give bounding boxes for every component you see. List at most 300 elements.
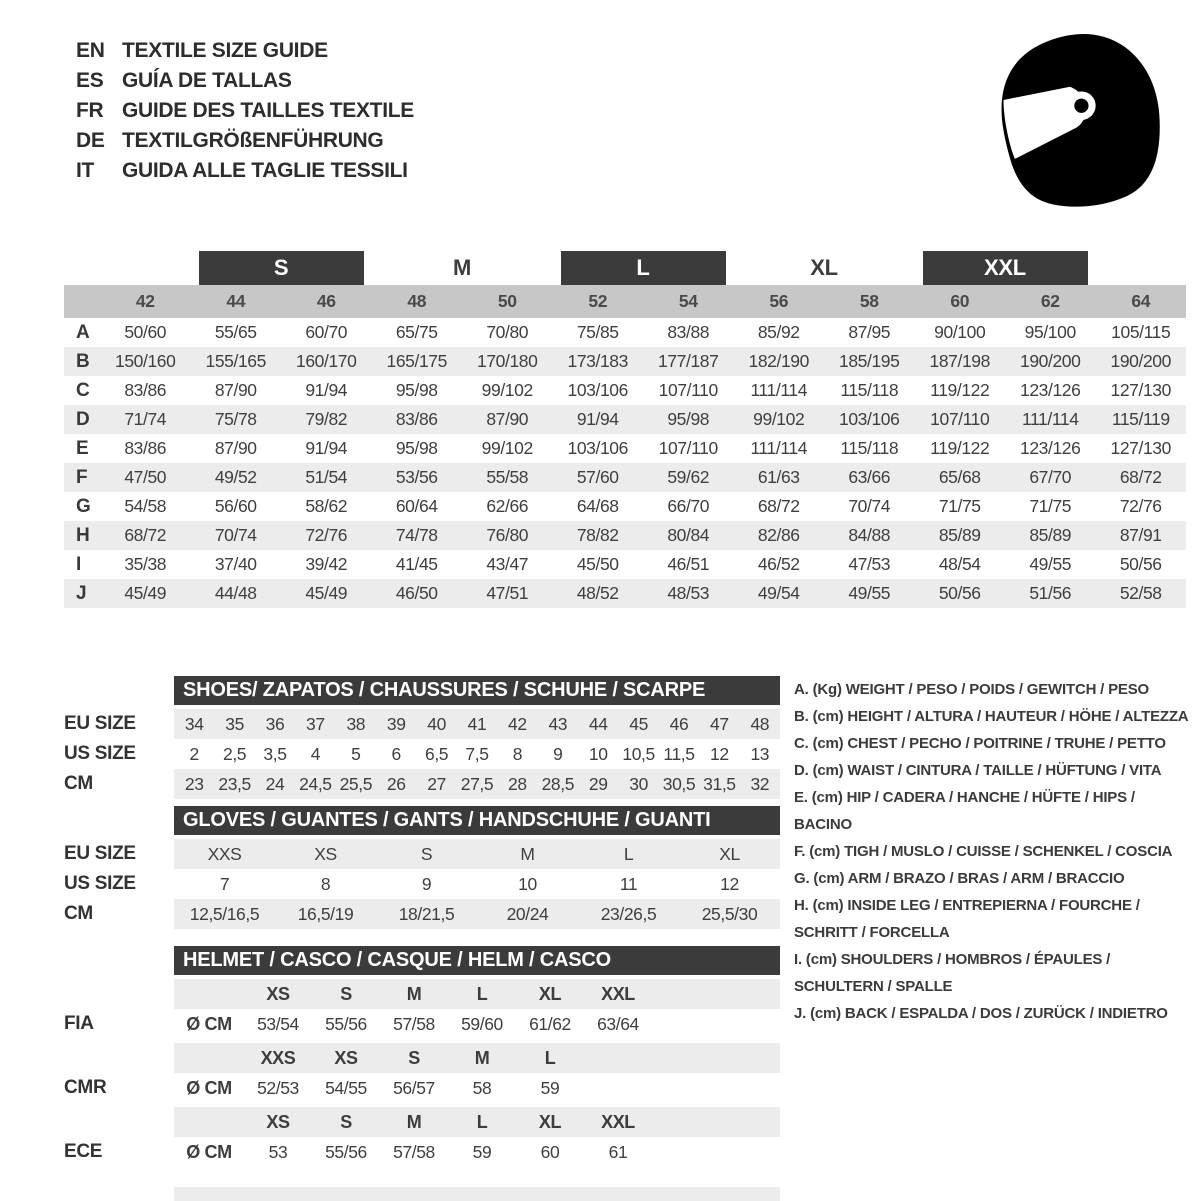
value-cell: 23 [184,773,204,794]
value-cell: 52/53 [257,1077,299,1098]
size-value: 46/50 [395,583,438,603]
size-value: 80/84 [667,525,710,545]
size-value: 51/54 [305,467,348,487]
size-value: 84/88 [848,525,891,545]
row-letter: I [76,553,82,575]
row-label: CMR [64,1077,107,1098]
size-group-label: XL [810,255,838,280]
sub-row [64,709,780,739]
size-value: 62/66 [486,496,529,516]
size-label: XL [538,983,562,1004]
language-row [76,96,414,126]
size-value: 115/119 [1111,409,1170,429]
size-value: 48/52 [576,583,619,603]
size-value: 54/58 [124,496,167,516]
size-value: 75/78 [214,409,257,429]
shoes-title: SHOES/ ZAPATOS / CHAUSSURES / SCHUHE / SCARPE [183,679,706,701]
size-value: 65/68 [938,467,981,487]
language-code: IT [76,159,95,182]
helmet-value-row [64,1073,780,1103]
value-cell: 59 [472,1141,492,1162]
value-cell: 32 [750,773,770,794]
value-cell: 47 [710,713,729,734]
size-value: 57/60 [576,467,619,487]
size-value: 68/72 [1119,467,1162,487]
row-values [174,1043,780,1073]
row-values [174,1073,780,1103]
size-label: S [340,1111,352,1132]
row-label: EU SIZE [64,713,136,734]
size-value: 123/126 [1020,380,1081,400]
value-cell: 28,5 [541,773,575,794]
size-value: 87/90 [486,409,529,429]
value-cell: XL [719,843,740,864]
size-label: M [406,983,422,1004]
size-value: 91/94 [576,409,619,429]
row-letter: E [76,437,89,459]
size-value: 105/115 [1111,322,1171,342]
size-value: 56/60 [214,496,257,516]
language-title: GUIDA ALLE TAGLIE TESSILI [122,159,408,182]
size-value: 70/80 [486,322,529,342]
language-row [76,126,414,156]
size-table [64,248,1186,608]
value-cell: 38 [346,713,366,734]
row-label: ECE [64,1141,103,1162]
size-group-label: L [561,251,726,285]
value-cell: 9 [421,873,432,894]
size-value: 47/50 [124,467,167,487]
size-value: 107/110 [658,438,718,458]
value-cell: 8 [320,873,331,894]
value-cell: 11 [619,873,638,894]
value-cell: 54/55 [325,1077,367,1098]
size-value: 49/54 [757,583,800,603]
size-value: 44/48 [214,583,257,603]
legend [794,676,1196,1027]
helmet-size-row [64,979,780,1009]
value-cell: 16,5/19 [297,903,354,924]
size-value: 46/51 [667,554,710,574]
sub-row [64,739,780,769]
size-value: 95/98 [395,380,438,400]
row-letter: G [76,495,91,517]
value-cell: 2 [189,743,199,764]
row-values [174,1009,780,1039]
measurement-row [64,550,1186,579]
value-cell: 3,5 [263,743,287,764]
row-label: EU SIZE [64,843,136,864]
size-value: 48/54 [938,554,981,574]
size-value: 70/74 [214,525,257,545]
size-value: 71/75 [1029,496,1072,516]
size-value: 63/66 [848,467,891,487]
size-value: 83/88 [667,322,710,342]
size-value: 48/53 [667,583,710,603]
gloves-title-bar [174,806,780,835]
size-label: XS [266,983,290,1004]
size-value: 72/76 [1119,496,1162,516]
size-number-row [64,285,1186,318]
size-number: 58 [859,291,879,311]
value-cell: 30,5 [662,773,696,794]
legend-item: B. (cm) HEIGHT / ALTURA / HAUTEUR / HÖHE / ALTEZZA [794,708,1189,725]
size-label: XXL [601,983,635,1004]
value-cell: 57/58 [393,1141,435,1162]
legend-item: D. (cm) WAIST / CINTURA / TAILLE / HÜFTUNG / VITA [794,762,1162,779]
size-value: 190/200 [1020,351,1081,371]
size-value: 45/49 [305,583,348,603]
size-value: 78/82 [576,525,619,545]
value-cell: S [420,843,433,864]
size-value: 71/75 [938,496,981,516]
gloves-title: GLOVES / GUANTES / GANTS / HANDSCHUHE / GUANTI [183,809,711,831]
size-value: 66/70 [667,496,710,516]
value-cell: 61/62 [529,1013,571,1034]
size-value: 95/98 [395,438,438,458]
sub-row [64,869,780,899]
size-value: 173/183 [567,351,628,371]
size-label: M [406,1111,422,1132]
language-row [76,36,414,66]
size-value: 43/47 [486,554,529,574]
value-cell: L [623,843,634,864]
value-cell: 20/24 [506,903,549,924]
size-label: XS [266,1111,290,1132]
language-code: EN [76,39,105,62]
size-value: 51/56 [1029,583,1072,603]
size-number: 48 [407,291,427,311]
legend-item: H. (cm) INSIDE LEG / ENTREPIERNA / FOURCHE / SCHRITT / FORCELLA [794,897,1140,941]
value-cell: 6 [391,743,401,764]
value-cell: 18/21,5 [398,903,455,924]
row-values [174,839,780,869]
row-letter: D [76,408,90,430]
row-letter: C [76,379,90,401]
row-values [174,769,780,799]
size-value: 71/74 [124,409,167,429]
size-value: 68/72 [124,525,167,545]
size-label: XL [538,1111,562,1132]
value-cell: 43 [548,713,568,734]
sub-row [64,769,780,799]
value-cell: XXS [207,843,242,864]
value-cell: 10 [518,873,537,894]
value-cell: 46 [669,713,689,734]
value-cell: 56/57 [393,1077,435,1098]
value-cell: 41 [467,713,487,734]
size-value: 55/65 [214,322,257,342]
size-value: 115/118 [840,438,899,458]
size-value: 99/102 [481,438,533,458]
value-cell: 31,5 [703,773,736,794]
value-cell: 39 [386,713,406,734]
row-letter: B [76,350,90,372]
size-label: L [476,1111,488,1132]
value-cell: 53/54 [257,1013,299,1034]
size-value: 46/52 [757,554,800,574]
value-cell: 9 [553,743,563,764]
size-value: 165/175 [386,351,447,371]
size-value: 111/114 [1021,409,1079,429]
size-number: 44 [226,291,246,311]
value-cell: 11,5 [663,743,695,764]
size-group-label: XXL [923,251,1088,285]
size-number: 60 [950,291,970,311]
size-value: 182/190 [748,351,809,371]
row-label: FIA [64,1013,94,1034]
value-cell: M [520,843,535,864]
size-value: 83/86 [395,409,438,429]
value-cell: 12 [720,873,739,894]
size-value: 177/187 [658,351,719,371]
value-cell: 25,5 [339,773,373,794]
size-value: 45/49 [124,583,167,603]
size-value: 79/82 [305,409,348,429]
size-label: S [408,1047,420,1068]
size-number: 62 [1040,291,1060,311]
value-cell: 53 [268,1141,288,1162]
size-value: 75/85 [576,322,619,342]
legend-item: F. (cm) TIGH / MUSLO / CUISSE / SCHENKEL / COSCIA [794,843,1173,860]
size-value: 119/122 [930,438,990,458]
value-cell: 30 [629,773,648,794]
language-title: TEXTILGRÖßENFÜHRUNG [122,129,384,152]
measurement-row [64,434,1186,463]
row-values [174,899,780,929]
row-letter: A [76,321,90,343]
value-cell: 12,5/16,5 [189,903,260,924]
size-value: 87/90 [214,438,257,458]
helmet-value-row [64,1137,780,1167]
measurement-row [64,376,1186,405]
size-value: 47/51 [486,583,529,603]
value-cell: 7,5 [465,743,489,764]
value-cell: 36 [265,713,285,734]
legend-item: I. (cm) SHOULDERS / HOMBROS / ÉPAULES / SCHULTERN / SPALLE [794,951,1111,995]
size-label: S [340,983,352,1004]
value-cell: 37 [306,713,325,734]
row-label [64,979,174,1009]
brand-logo [975,24,1165,214]
size-value: 50/60 [124,322,167,342]
size-number: 42 [135,291,155,311]
size-value: 85/92 [757,322,800,342]
size-value: 53/56 [395,467,438,487]
language-row [76,156,414,186]
size-value: 95/98 [667,409,710,429]
value-cell: 5 [351,743,361,764]
value-cell: 23,5 [218,773,251,794]
size-group-label: M [452,255,472,280]
legend-item: E. (cm) HIP / CADERA / HANCHE / HÜFTE / HIPS / BACINO [794,789,1135,833]
size-value: 123/126 [1020,438,1081,458]
value-cell: 10,5 [622,743,655,764]
size-value: 76/80 [486,525,529,545]
language-title: GUIDE DES TAILLES TEXTILE [122,99,414,122]
size-value: 50/56 [1119,554,1162,574]
value-cell: 44 [588,713,608,734]
size-value: 111/114 [750,380,808,400]
value-cell: 59 [540,1077,560,1098]
size-value: 49/55 [848,583,891,603]
size-value: 83/86 [124,438,167,458]
size-value: 61/63 [757,467,800,487]
size-value: 91/94 [305,438,348,458]
size-value: 115/118 [840,380,899,400]
value-cell: 42 [508,713,527,734]
size-value: 170/180 [477,351,538,371]
row-letter: F [76,466,88,488]
size-value: 45/50 [576,554,619,574]
helmet-table [64,946,780,1201]
sub-row [64,839,780,869]
size-value: 58/62 [305,496,348,516]
value-cell: 12 [710,743,729,764]
size-value: 70/74 [848,496,891,516]
row-label: US SIZE [64,743,136,764]
size-value: 39/42 [305,554,348,574]
value-cell: 7 [219,873,230,894]
legend-item: G. (cm) ARM / BRAZO / BRAS / ARM / BRACCIO [794,870,1125,887]
language-row [76,66,414,96]
value-cell: 48 [750,713,770,734]
value-cell: 34 [184,713,204,734]
size-value: 82/86 [757,525,800,545]
row-letter: H [76,524,90,546]
size-value: 103/106 [567,380,628,400]
size-value: 150/160 [115,351,176,371]
size-number: 54 [678,291,698,311]
size-value: 185/195 [839,351,900,371]
size-value: 107/110 [930,409,990,429]
size-value: 74/78 [395,525,438,545]
value-cell: 27,5 [460,773,494,794]
size-value: 64/68 [576,496,619,516]
size-value: 87/91 [1119,525,1162,545]
helmet-title-bar [174,946,780,975]
row-label: CM [64,773,93,794]
measurement-row [64,463,1186,492]
value-cell: 55/56 [325,1141,367,1162]
size-value: 190/200 [1110,351,1171,371]
size-value: 60/70 [305,322,348,342]
measurement-row [64,521,1186,550]
language-title: GUÍA DE TALLAS [122,69,292,92]
language-code: DE [76,129,105,152]
size-value: 91/94 [305,380,348,400]
value-cell: 35 [225,713,244,734]
size-label: L [476,983,488,1004]
legend-item: A. (Kg) WEIGHT / PESO / POIDS / GEWITCH / PESO [794,681,1149,698]
size-value: 41/45 [395,554,438,574]
size-value: 68/72 [757,496,800,516]
size-value: 99/102 [753,409,805,429]
size-value: 90/100 [934,322,986,342]
language-title: TEXTILE SIZE GUIDE [122,39,328,62]
size-group-label: S [199,251,364,285]
size-value: 87/90 [214,380,257,400]
size-value: 107/110 [658,380,718,400]
size-value: 95/100 [1024,322,1076,342]
value-cell: 28 [508,773,527,794]
size-label: L [544,1047,556,1068]
size-value: 127/130 [1110,380,1171,400]
size-number: 50 [497,291,517,311]
size-label: XXL [601,1111,635,1132]
helmet-size-row [64,1043,780,1073]
value-cell: 55/56 [325,1013,367,1034]
legend-item: J. (cm) BACK / ESPALDA / DOS / ZURÜCK / INDIETRO [794,1005,1168,1022]
size-value: 103/106 [839,409,900,429]
measurement-row [64,579,1186,608]
row-values [174,869,780,899]
legend-item: C. (cm) CHEST / PECHO / POITRINE / TRUHE / PETTO [794,735,1166,752]
size-value: 59/62 [667,467,710,487]
measurement-row [64,492,1186,521]
size-value: 111/114 [750,438,808,458]
value-cell: 60 [540,1141,560,1162]
helmet-value-row [64,1009,780,1039]
value-cell: Ø CM [186,1141,232,1162]
bottom-partial-stripe [174,1187,780,1201]
size-value: 49/52 [214,467,257,487]
row-letter: J [76,582,87,604]
value-cell: 6,5 [425,743,449,764]
size-value: 72/76 [305,525,348,545]
size-value: 187/198 [929,351,990,371]
size-value: 103/106 [567,438,628,458]
size-value: 50/56 [938,583,981,603]
value-cell: 58 [472,1077,492,1098]
value-cell: 45 [629,713,648,734]
helmet-size-row [64,1107,780,1137]
size-value: 83/86 [124,380,167,400]
size-value: 127/130 [1110,438,1171,458]
row-values [174,1137,780,1167]
racing-helmet-icon [975,24,1165,214]
size-value: 60/64 [395,496,438,516]
shoes-title-bar [174,676,780,705]
row-label: US SIZE [64,873,136,894]
language-list [76,36,414,186]
size-value: 99/102 [481,380,533,400]
value-cell: 13 [750,743,770,764]
size-number: 52 [588,291,608,311]
value-cell: 59/60 [461,1013,503,1034]
size-label: XXS [260,1047,296,1068]
size-value: 37/40 [214,554,257,574]
size-value: 35/38 [124,554,167,574]
size-group-row [64,248,1186,285]
size-value: 67/70 [1029,467,1072,487]
size-value: 119/122 [930,380,990,400]
size-value: 155/165 [205,351,266,371]
size-value: 160/170 [296,351,357,371]
value-cell: 57/58 [393,1013,435,1034]
row-values [174,709,780,739]
value-cell: 27 [427,773,446,794]
measurement-row [64,347,1186,376]
value-cell: 25,5/30 [701,903,758,924]
size-value: 55/58 [486,467,529,487]
row-label [64,1043,174,1073]
value-cell: 23/26,5 [600,903,657,924]
language-code: ES [76,69,104,92]
row-values [174,739,780,769]
size-value: 85/89 [938,525,981,545]
measurement-row [64,405,1186,434]
